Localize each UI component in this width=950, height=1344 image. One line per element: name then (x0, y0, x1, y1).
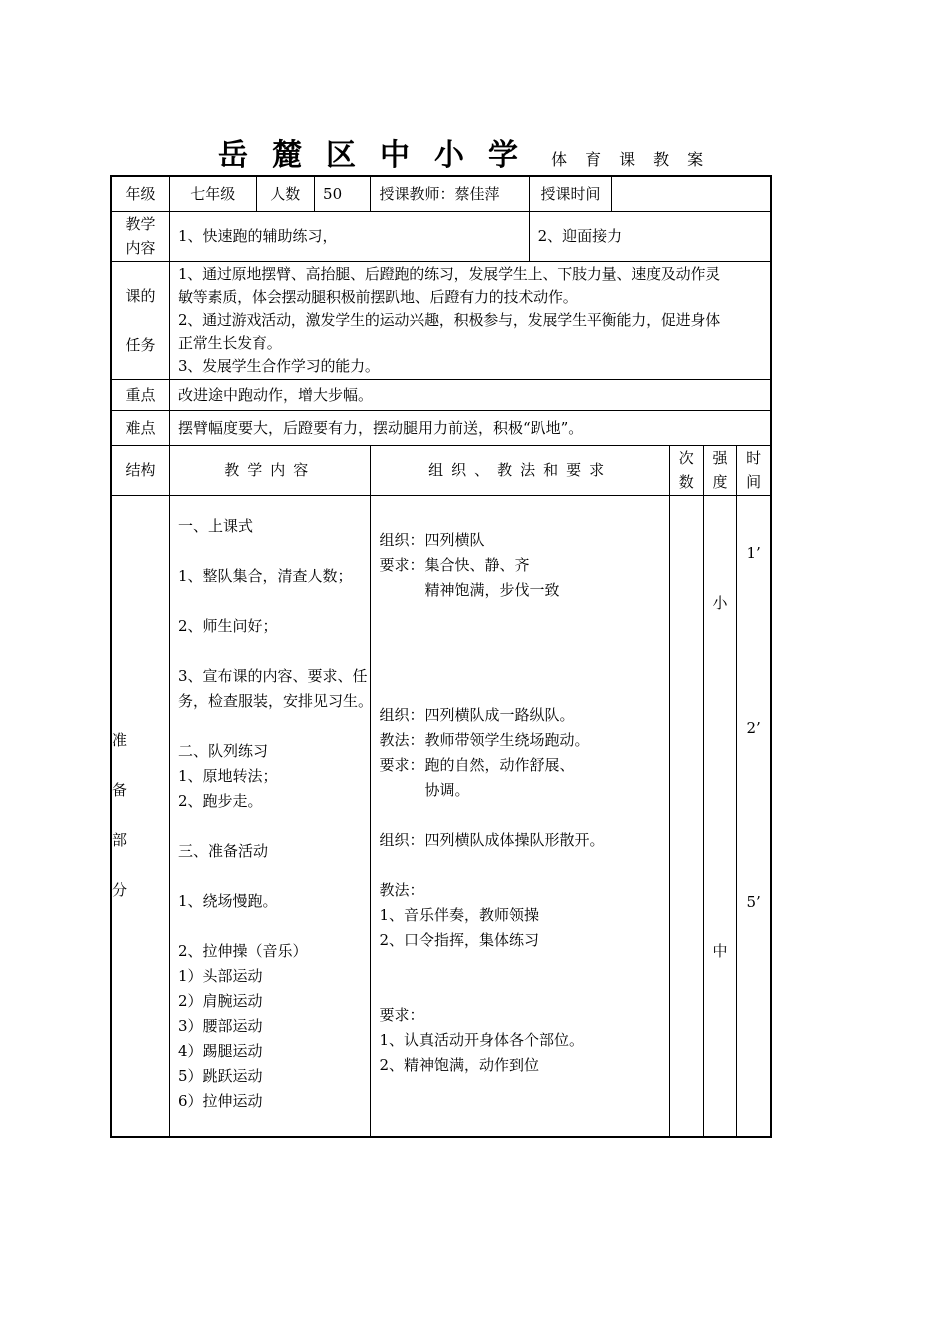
count-label: 人数 (256, 176, 314, 211)
preparation-section-row (111, 495, 771, 1137)
organization-line: 要求：跑的自然，动作舒展、 (379, 755, 575, 774)
organization-line: 要求：集合快、静、齐 (379, 555, 530, 574)
content-line: 务，检查服装，安排见习生。 (177, 691, 373, 710)
organization-line: 组织：四列横队成体操队形散开。 (379, 830, 605, 849)
organization-line: 组织：四列横队成一路纵队。 (379, 705, 575, 724)
column-header-row (111, 445, 771, 495)
time-cell (737, 495, 771, 1137)
organization-line: 2、口令指挥，集体练习 (379, 930, 539, 949)
key-point-row (111, 379, 771, 410)
content-line (178, 714, 363, 739)
organization-line (379, 678, 660, 703)
content-line: 2、师生问好； (177, 616, 278, 635)
organization-line: 教法： (379, 880, 425, 899)
content-line: 1、整队集合，清查人数； (177, 566, 353, 585)
content-line: 2、跑步走。 (177, 791, 263, 810)
document-title (218, 130, 721, 174)
info-row (111, 176, 771, 211)
content-line (178, 639, 363, 664)
teacher-label: 授课教师：蔡佳萍 (371, 176, 529, 211)
content-line: 1、绕场慢跑。 (177, 891, 278, 910)
key-point-label: 重点 (111, 379, 169, 410)
count-value: 50 (315, 176, 371, 211)
content-line (178, 814, 363, 839)
organization-line: 教法：教师带领学生绕场跑动。 (379, 730, 590, 749)
section-content (169, 495, 371, 1137)
time-label: 授课时间 (529, 176, 612, 211)
content-item-1: 1、快速跑的辅助练习， (169, 211, 529, 261)
section-char: 备 (112, 780, 128, 799)
organization-line: 1、认真活动开身体各个部位。 (379, 1030, 584, 1049)
difficulty-text: 摆臂幅度要大，后蹬要有力，摆动腿用力前送，积极“趴地”。 (169, 410, 771, 445)
intensity-medium: 中 (712, 941, 728, 960)
section-char: 准 (112, 730, 128, 749)
content-line (178, 589, 363, 614)
organization-line: 2、精神饱满，动作到位 (379, 1055, 539, 1074)
grade-label: 年级 (111, 176, 169, 211)
organization-line (379, 803, 660, 828)
content-line: 三、准备活动 (177, 841, 268, 860)
intensity-header: 强 度 (703, 445, 736, 495)
content-header: 教学内容 (169, 445, 371, 495)
section-organization (371, 495, 669, 1137)
times-cell (669, 495, 703, 1137)
time-1: 1’ (746, 543, 761, 562)
content-line: 1）头部运动 (177, 966, 263, 985)
content-line: 3）腰部运动 (177, 1016, 263, 1035)
organization-line: 协调。 (379, 780, 470, 799)
section-char: 部 (112, 830, 128, 849)
content-line: 二、队列练习 (177, 741, 268, 760)
content-line: 一、上课式 (177, 516, 253, 535)
intensity-cell (703, 495, 736, 1137)
content-line (178, 539, 363, 564)
organization-line (379, 953, 660, 978)
key-point-text: 改进途中跑动作，增大步幅。 (169, 379, 771, 410)
time-2: 2’ (746, 718, 761, 737)
content-line: 1、原地转法； (177, 766, 278, 785)
organization-line: 要求： (379, 1005, 425, 1024)
content-row (111, 211, 771, 261)
content-line: 2）肩腕运动 (177, 991, 263, 1010)
document-type: 体育课教案 (551, 150, 722, 169)
content-line: 3、宣布课的内容、要求、任 (177, 666, 368, 685)
intensity-small: 小 (712, 593, 728, 612)
content-label: 教学 内容 (111, 211, 169, 261)
organization-line: 组织：四列横队 (379, 530, 485, 549)
section-char: 分 (112, 880, 128, 899)
content-item-2: 2、迎面接力 (529, 211, 771, 261)
content-line (178, 914, 363, 939)
organization-line (379, 653, 660, 678)
time-3: 5’ (746, 892, 761, 911)
organization-header: 组织、教法和要求 (371, 445, 669, 495)
organization-line: 精神饱满，步伐一致 (379, 580, 560, 599)
organization-line (379, 853, 660, 878)
tasks-label: 课的 任务 (111, 261, 169, 379)
school-name: 岳麓区中小学 (218, 138, 542, 173)
content-line: 2、拉伸操（音乐） (177, 941, 308, 960)
structure-header: 结构 (111, 445, 169, 495)
times-header: 次 数 (669, 445, 703, 495)
duration-header: 时 间 (737, 445, 771, 495)
organization-line (379, 978, 660, 1003)
organization-line (379, 628, 660, 653)
organization-line: 1、音乐伴奏，教师领操 (379, 905, 539, 924)
content-line: 6）拉伸运动 (177, 1091, 263, 1110)
organization-line (379, 603, 660, 628)
section-label (111, 495, 169, 1137)
difficulty-row (111, 410, 771, 445)
tasks-text: 1、通过原地摆臂、高抬腿、后蹬跑的练习，发展学生上、下肢力量、速度及动作灵 敏等素质，体会摆动腿积极前摆趴地、后蹬有力的技术动作。 2、通过游戏活动，激发学生的运动兴趣，积极参与，发展学生平衡能力，促进身体 正常生长发育。 3、发展学生合作学习的能力。 (169, 261, 771, 379)
tasks-row (111, 261, 771, 379)
content-line (178, 864, 363, 889)
difficulty-label: 难点 (111, 410, 169, 445)
time-value (612, 176, 771, 211)
content-line: 5）跳跃运动 (177, 1066, 263, 1085)
grade-value: 七年级 (169, 176, 256, 211)
lesson-plan-table (110, 175, 772, 1138)
content-line: 4）踢腿运动 (177, 1041, 263, 1060)
